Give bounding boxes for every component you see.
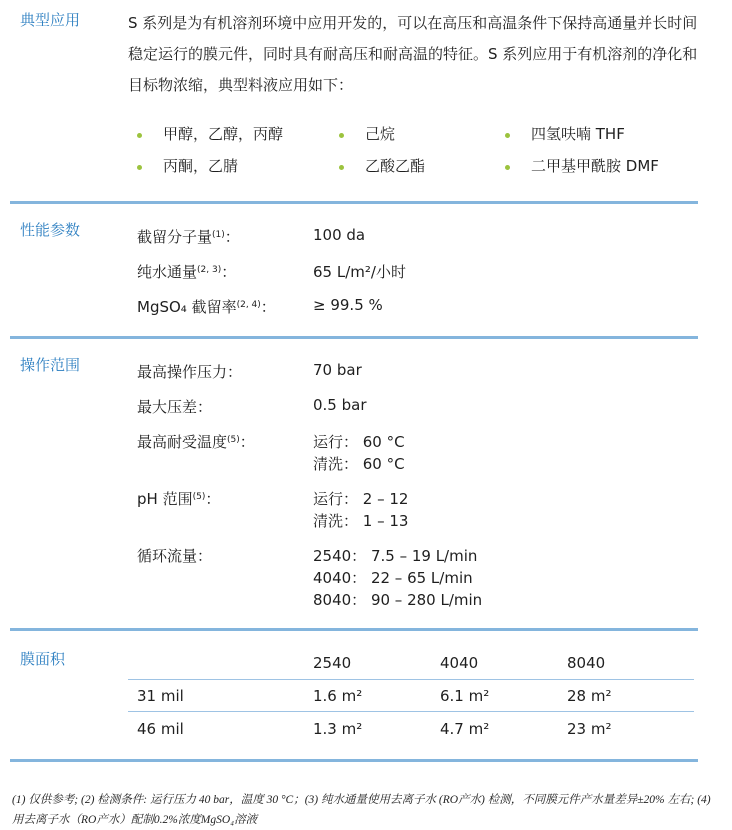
footnote-ref: (2, 4): [236, 300, 261, 310]
bullet-icon: [137, 165, 142, 170]
table-cell: 23 m²: [567, 720, 612, 738]
label-colon: ：: [224, 228, 240, 246]
op-label-max-temp: [137, 431, 255, 452]
intro-text: [128, 8, 698, 101]
op-value-flow-2540: 2540： 7.5 – 19 L/min: [313, 547, 478, 565]
perf-label-rejection: [137, 296, 276, 317]
label-text: pH 范围: [137, 490, 193, 508]
table-cell: 6.1 m²: [440, 687, 490, 705]
bullet-icon: [339, 165, 344, 170]
application-item: 四氢呋喃 THF: [531, 125, 625, 143]
label-colon: ：: [239, 433, 255, 451]
table-cell: 1.3 m²: [313, 720, 363, 738]
footnote-ref: (2, 3): [197, 265, 222, 275]
op-value-temp-clean: 清洗： 60 °C: [313, 455, 405, 473]
perf-label-mwco: [137, 226, 240, 247]
footnote-ref: (5): [192, 492, 206, 502]
section-label-area: 膜面积: [20, 650, 66, 668]
op-value-flow-8040: 8040： 90 – 280 L/min: [313, 591, 483, 609]
label-text: MgSO₄ 截留率: [137, 298, 237, 316]
application-item: 丙酮，乙腈: [163, 157, 239, 175]
table-header-cell: 4040: [440, 654, 479, 672]
label-colon: ：: [260, 298, 276, 316]
footnote-text: (1) 仅供参考; (2) 检测条件: 运行压力 40 bar，温度 30 °C；(3) 纯水通量使用去离子水 (RO产水) 检测，不同膜元件产水量差异±20% 左右; (4) 用去离子水（RO产水）配制0.2%浓度MgSO₄溶液: [12, 794, 711, 826]
bullet-icon: [505, 165, 510, 170]
bullet-icon: [137, 133, 142, 138]
op-label-ph: [137, 488, 220, 509]
op-value-ph-run: 运行： 2 – 12: [313, 490, 409, 508]
table-header-cell: 2540: [313, 654, 352, 672]
table-rule: [128, 679, 694, 680]
op-value-temp-run: 运行： 60 °C: [313, 433, 405, 451]
application-item: 己烷: [365, 125, 396, 143]
label-text: 最高耐受温度: [137, 433, 228, 451]
table-rule: [128, 711, 694, 712]
section-label-application: 典型应用: [20, 11, 81, 29]
op-value-flow-4040: 4040： 22 – 65 L/min: [313, 569, 473, 587]
perf-value-flux: 65 L/m²/小时: [313, 263, 406, 281]
application-item: 乙酸乙酯: [365, 157, 426, 175]
section-divider: [10, 201, 698, 204]
op-value-max-dp: 0.5 bar: [313, 396, 367, 414]
op-label-flow: 循环流量：: [137, 547, 213, 565]
application-item: 甲醇，乙醇，丙醇: [163, 125, 284, 143]
intro-paragraph: S 系列是为有机溶剂环境中应用开发的，可以在高压和高温条件下保持高通量并长时间稳定运行的膜元件，同时具有耐高压和耐高温的特征。S 系列应用于有机溶剂的净化和目标物浓缩，典型料液应用如下：: [128, 14, 698, 94]
section-label-operating: 操作范围: [20, 356, 81, 374]
table-header-cell: 8040: [567, 654, 606, 672]
label-text: 截留分子量: [137, 228, 213, 246]
label-text: 纯水通量: [137, 263, 198, 281]
op-label-max-pressure: 最高操作压力：: [137, 363, 243, 381]
footnote-ref: (1): [212, 230, 225, 240]
bullet-icon: [339, 133, 344, 138]
section-divider: [10, 759, 698, 762]
footnote-ref: (5): [227, 435, 240, 445]
section-divider: [10, 336, 698, 339]
table-cell: 1.6 m²: [313, 687, 363, 705]
perf-value-mwco: 100 da: [313, 226, 366, 244]
section-divider: [10, 628, 698, 631]
table-cell: 28 m²: [567, 687, 612, 705]
table-row-label: 46 mil: [137, 720, 184, 738]
table-cell: 4.7 m²: [440, 720, 490, 738]
perf-label-flux: [137, 261, 236, 282]
section-label-performance: 性能参数: [20, 221, 81, 239]
label-colon: ：: [221, 263, 237, 281]
op-value-max-pressure: 70 bar: [313, 361, 362, 379]
bullet-icon: [505, 133, 510, 138]
application-item: 二甲基甲酰胺 DMF: [531, 157, 659, 175]
op-value-ph-clean: 清洗： 1 – 13: [313, 512, 409, 530]
perf-value-rejection: ≥ 99.5 %: [313, 296, 383, 314]
table-row-label: 31 mil: [137, 687, 184, 705]
op-label-max-dp: 最大压差：: [137, 398, 213, 416]
label-colon: ：: [205, 490, 221, 508]
